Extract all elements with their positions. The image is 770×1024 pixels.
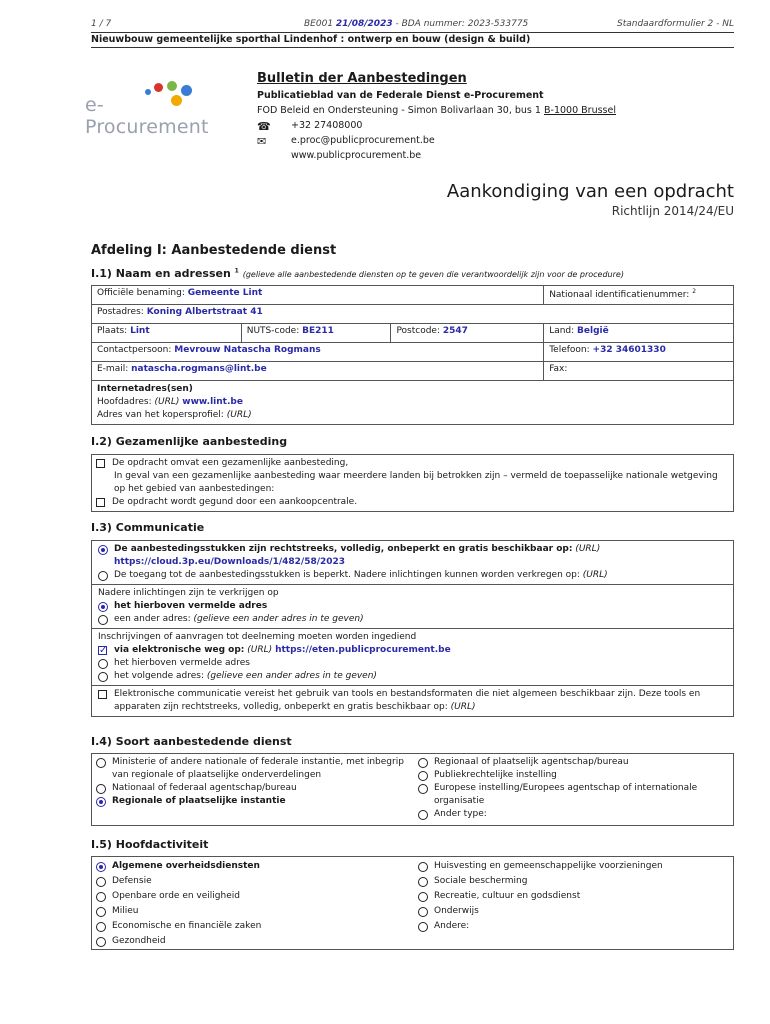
subsection-1-5: I.5) Hoofdactiviteit — [91, 838, 209, 851]
internet-label: Internetadres(sen) — [97, 384, 193, 394]
contact-email[interactable]: natascha.rogmans@lint.be — [131, 364, 267, 374]
type-other-radio[interactable] — [418, 810, 428, 820]
publisher-subtitle: Publicatieblad van de Federale Dienst e-Procurement — [257, 90, 544, 101]
directive: Richtlijn 2014/24/EU — [611, 204, 734, 218]
type-ministry-radio[interactable] — [96, 758, 106, 768]
type-european-radio[interactable] — [418, 784, 428, 794]
activity-housing-radio[interactable] — [418, 862, 428, 872]
nuts-code: BE211 — [302, 326, 334, 336]
bulletin-title: Bulletin der Aanbestedingen — [257, 71, 467, 86]
joint-procurement-checkbox[interactable] — [96, 459, 105, 468]
publisher-block — [257, 70, 737, 163]
submit-url[interactable]: https://eten.publicprocurement.be — [275, 645, 451, 655]
publication-date: 21/08/2023 — [335, 19, 393, 29]
running-header — [91, 19, 734, 33]
publisher-web-row — [257, 148, 737, 163]
subsection-1-3: I.3) Communicatie — [91, 521, 205, 534]
tools-checkbox[interactable] — [98, 690, 107, 699]
authority-type-box: Ministerie of andere nationale of federale instantie, met inbegrip van regionale of plaatselijke onderverdelingen Nationaal of federaal agentschap/bureau Regionale of plaatselijke instantie Regionaal of plaatselijk agentschap/bureau Publiekrechtelijke instelling Europese instelling/Europees agentschap of internationale organisatie Ander type: — [91, 753, 734, 826]
subsection-1-1: I.1) Naam en adressen $^1$ (gelieve alle aanbestedende diensten op te geven die verantwoordelijk zijn voor de procedure) — [91, 267, 624, 280]
activity-other-radio[interactable] — [418, 922, 428, 932]
form-name: Standaardformulier 2 - NL — [616, 19, 734, 29]
page-number: 1 / 7 — [91, 19, 112, 29]
activity-economic-radio[interactable] — [96, 922, 106, 932]
publisher-email-row — [257, 133, 737, 148]
submit-following-radio[interactable] — [98, 672, 108, 682]
central-purchasing-checkbox[interactable] — [96, 498, 105, 507]
document-title: Nieuwbouw gemeentelijke sporthal Lindenhof : ontwerp en bouw (design & build) — [91, 32, 734, 48]
eprocurement-logo — [85, 75, 225, 138]
docs-free-radio[interactable] — [98, 545, 108, 555]
activity-environment-radio[interactable] — [96, 907, 106, 917]
activity-health-radio[interactable] — [96, 937, 106, 947]
publisher-city: B-1000 Brussel — [544, 105, 616, 116]
docs-url[interactable]: https://cloud.3p.eu/Downloads/1/482/58/2023 — [114, 557, 346, 567]
section-title: Afdeling I: Aanbestedende dienst — [91, 243, 337, 258]
fax-label: Fax: — [549, 364, 568, 374]
docs-restricted-radio[interactable] — [98, 571, 108, 581]
submit-electronic-checkbox[interactable] — [98, 646, 107, 655]
activity-social-radio[interactable] — [418, 877, 428, 887]
publisher-email[interactable]: e.proc@publicprocurement.be — [291, 135, 435, 146]
place: Lint — [130, 326, 150, 336]
activity-order-radio[interactable] — [96, 892, 106, 902]
official-name: Gemeente Lint — [187, 288, 263, 298]
publisher-address: FOD Beleid en Ondersteuning - Simon Bolivarlaan 30, bus 1 B-1000 Brussel — [257, 105, 616, 116]
publisher-phone: +32 27408000 — [291, 120, 363, 131]
type-regional-agency-radio[interactable] — [418, 758, 428, 768]
subsection-1-2: I.2) Gezamenlijke aanbesteding — [91, 435, 288, 448]
activity-general-radio[interactable] — [96, 862, 106, 872]
country: België — [577, 326, 609, 336]
main-activity-box: Algemene overheidsdiensten Defensie Openbare orde en veiligheid Milieu Economische en financiële zaken Gezondheid Huisvesting en gemeenschappelijke voorzieningen Sociale bescherming Recreatie, cultuur en godsdienst Onderwijs Andere: — [91, 856, 734, 950]
announcement-heading: Aankondiging van een opdracht — [446, 181, 734, 202]
info-above-radio[interactable] — [98, 602, 108, 612]
joint-procurement-box: De opdracht omvat een gezamenlijke aanbesteding, In geval van een gezamenlijke aanbesteding waar meerdere landen bij betrokken zijn – vermeld de toepasselijke nationale wetgeving op het gebied van aanbestedingen: De opdracht wordt gegund door een aankoopcentrale. — [91, 454, 734, 512]
reference: BE001 21/08/2023 - BDA nummer: 2023-533775 — [304, 19, 529, 29]
main-url[interactable]: www.lint.be — [182, 397, 243, 407]
postcode: 2547 — [442, 326, 468, 336]
publisher-web[interactable]: www.publicprocurement.be — [291, 150, 422, 161]
type-regional-authority-radio[interactable] — [96, 797, 106, 807]
announcement-heading-block — [447, 181, 734, 219]
logo-wordmark: e-Procurement — [85, 94, 209, 138]
subsection-1-4: I.4) Soort aanbestedende dienst — [91, 735, 292, 748]
type-national-agency-radio[interactable] — [96, 784, 106, 794]
communication-box: De aanbestedingsstukken zijn rechtstreeks, volledig, onbeperkt en gratis beschikbaar op: (URL) https://cloud.3p.eu/Downloads/1/482/58/2023 De toegang tot de aanbestedingsstukken is beperkt. Nadere inlichtingen kunnen worden verkregen op: (URL) Nadere inlichtingen zijn te verkrijgen op het hierboven vermelde adres een ander adres: (gelieve een ander adres in te geven) Inschrijvingen of aanvragen tot deelneming moeten worden ingediend ✓ via elektronische weg op: (URL) https://eten.publicprocurement.be het hierboven vermelde adres het volgende adres: (gelieve een ander adres in te geven) Elektronische communicatie vereist het gebruik van tools en bestandsformaten die niet algemeen beschikbaar zijn. Deze tools en apparaten zijn rechtstreeks, volledig, onbeperkt en gratis beschikbaar op: (URL) — [91, 540, 734, 717]
submit-above-radio[interactable] — [98, 659, 108, 669]
contracting-authority-table: Officiële benaming: Gemeente Lint Nationaal identificatienummer: $^2$ Postadres: Koning Albertstraat 41 Plaats: Lint NUTS-code: BE211 Postcode: 2547 Land: België Contactpersoon: Mevrouw Natascha Rogmans Telefoon: +32 34601330 E-mail: natascha.rogmans@lint.be Fax: Internetadres(sen) Hoofdadres: (URL) www.lint.be Adres van het kopersprofiel: (URL) — [91, 285, 734, 425]
activity-education-radio[interactable] — [418, 907, 428, 917]
phone-icon: ☎ — [257, 120, 271, 133]
envelope-icon: ✉ — [257, 135, 267, 148]
publisher-phone-row — [257, 118, 737, 133]
activity-recreation-radio[interactable] — [418, 892, 428, 902]
info-other-radio[interactable] — [98, 615, 108, 625]
contact-phone: +32 34601330 — [592, 345, 666, 355]
activity-defence-radio[interactable] — [96, 877, 106, 887]
contact-person: Mevrouw Natascha Rogmans — [174, 345, 321, 355]
postal-address: Koning Albertstraat 41 — [146, 307, 263, 317]
type-public-law-radio[interactable] — [418, 771, 428, 781]
